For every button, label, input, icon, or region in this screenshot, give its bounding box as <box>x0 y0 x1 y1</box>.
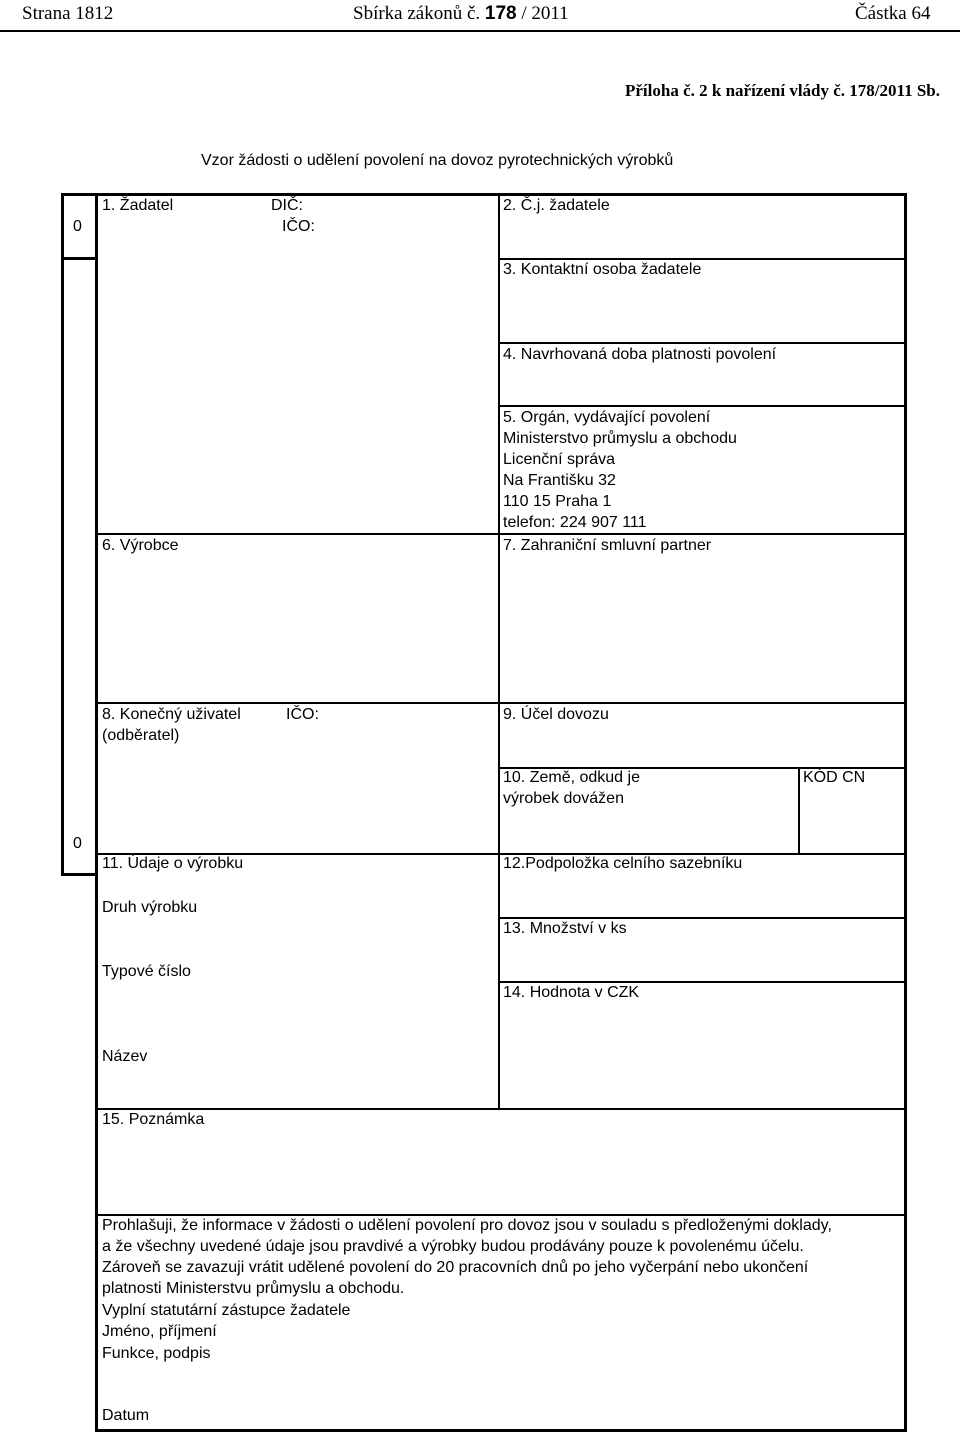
field-6-label: 6. Výrobce <box>102 537 179 554</box>
rule-5-6 <box>96 533 905 535</box>
field-10-label: 10. Země, odkud je <box>503 769 640 786</box>
date-label: Datum <box>102 1407 150 1424</box>
field-5-line: telefon: 224 907 111 <box>503 514 647 531</box>
druh-label: Druh výrobku <box>102 899 198 916</box>
nazev-label: Název <box>102 1048 148 1065</box>
collection-year: / 2011 <box>521 3 569 24</box>
field-2-label: 2. Č.j. žadatele <box>503 197 610 214</box>
side-strip-divider <box>61 257 98 260</box>
field-5-line: Licenční správa <box>503 451 616 468</box>
rule-14-15 <box>96 1108 905 1110</box>
field-3-label: 3. Kontaktní osoba žadatele <box>503 261 702 278</box>
collection-number: 178 <box>484 3 517 24</box>
field-5-line: 5. Orgán, vydávající povolení <box>503 409 711 426</box>
part-number: Částka 64 <box>855 3 931 24</box>
field-14-label: 14. Hodnota v CZK <box>503 984 640 1001</box>
header-rule <box>0 30 960 32</box>
side-strip <box>61 193 98 876</box>
dic-label: DIČ: <box>271 197 303 214</box>
field-15-label: 15. Poznámka <box>102 1111 205 1128</box>
fill-by-label: Vyplní statutární zástupce žadatele <box>102 1302 351 1319</box>
side-marker-top: 0 <box>73 218 82 235</box>
ico-label-2: IČO: <box>286 706 319 723</box>
declaration-line: a že všechny uvedené údaje jsou pravdivé a výrobky budou prodávány pouze k povolenému účelu. <box>102 1238 804 1255</box>
form-title: Vzor žádosti o udělení povolení na dovoz pyrotechnických výrobků <box>201 152 674 169</box>
ico-label: IČO: <box>282 218 315 235</box>
typove-label: Typové číslo <box>102 963 191 980</box>
page-number: Strana 1812 <box>22 3 114 24</box>
field-8-sublabel: (odběratel) <box>102 727 180 744</box>
field-7-label: 7. Zahraniční smluvní partner <box>503 537 712 554</box>
field-5-line: Ministerstvo průmyslu a obchodu <box>503 430 737 447</box>
kod-cn-divider <box>798 767 800 853</box>
name-label: Jméno, příjmení <box>102 1323 217 1340</box>
collection-reference <box>353 3 569 25</box>
annex-title: Příloha č. 2 k nařízení vlády č. 178/2011 Sb. <box>625 81 940 100</box>
field-9-label: 9. Účel dovozu <box>503 706 609 723</box>
field-8-label: 8. Konečný uživatel <box>102 706 241 723</box>
field-10-sublabel: výrobek dovážen <box>503 790 624 807</box>
field-5-line: Na Františku 32 <box>503 472 616 489</box>
collection-prefix: Sbírka zákonů č. <box>353 3 481 24</box>
declaration-line: platnosti Ministerstvu průmyslu a obchodu. <box>102 1280 405 1297</box>
kod-cn-label: KÓD CN <box>803 769 866 786</box>
function-label: Funkce, podpis <box>102 1345 211 1362</box>
field-12-label: 12.Podpoložka celního sazebníku <box>503 855 743 872</box>
field-1-label: 1. Žadatel <box>102 197 174 214</box>
field-13-label: 13. Množství v ks <box>503 920 627 937</box>
field-5-line: 110 15 Praha 1 <box>503 493 612 510</box>
side-marker-bottom: 0 <box>73 835 82 852</box>
declaration-line: Prohlašuji, že informace v žádosti o udělení povolení pro dovoz jsou v souladu s předloženými doklady, <box>102 1217 832 1234</box>
column-divider <box>498 194 500 1109</box>
declaration-line: Zároveň se zavazuji vrátit udělené povolení do 20 pracovních dnů po jeho vyčerpání nebo ukončení <box>102 1259 809 1276</box>
field-11-label: 11. Údaje o výrobku <box>102 855 244 872</box>
field-4-label: 4. Navrhovaná doba platnosti povolení <box>503 346 777 363</box>
